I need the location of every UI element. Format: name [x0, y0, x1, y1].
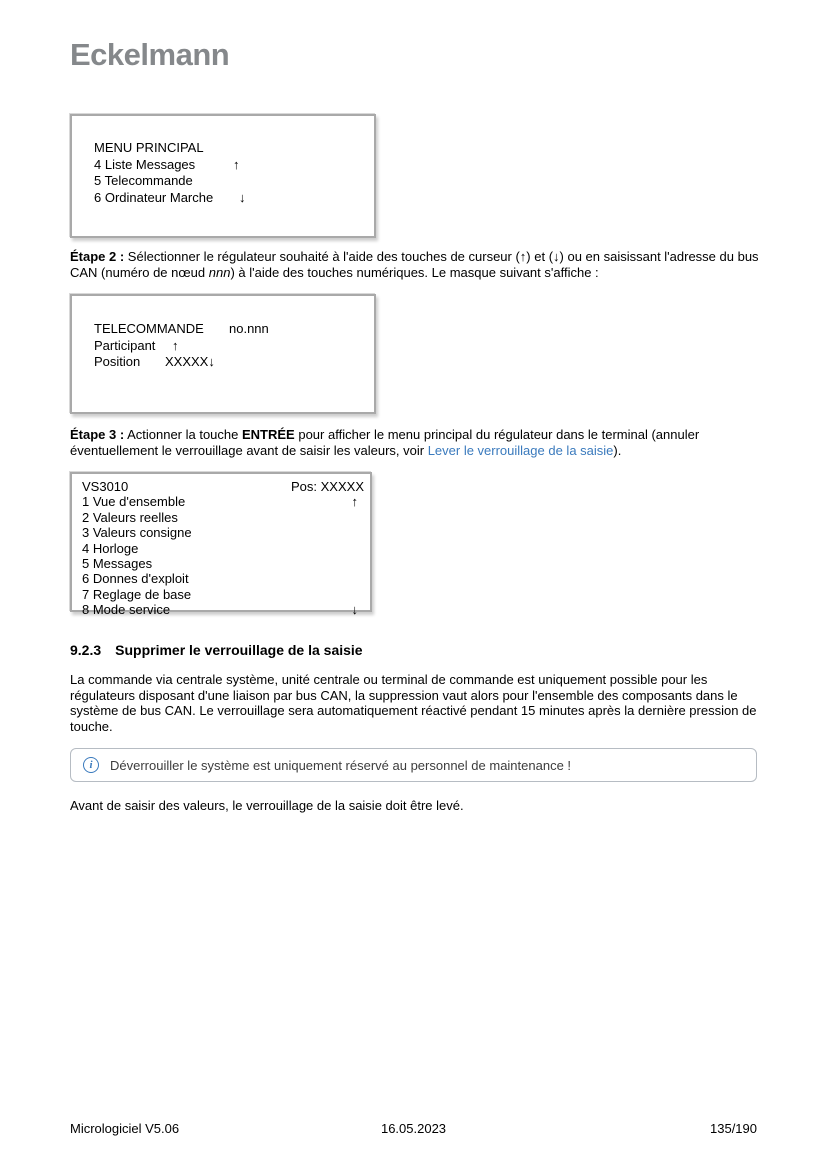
arrow-up-icon: ↑ — [172, 337, 179, 353]
arrow-down-icon: ↓ — [351, 602, 358, 618]
screen-line — [94, 338, 374, 355]
screen-line — [82, 571, 370, 586]
screen-line — [94, 173, 374, 190]
screen-line-text: TELECOMMANDE — [94, 321, 204, 336]
screen-line-text: 7 Reglage de base — [82, 586, 192, 602]
etape2-text-1: Sélectionner le régulateur souhaité à l'aide des touches de curseur (↑) et (↓) ou en saisissant l'adresse du bus CAN (numéro de nœud — [70, 249, 759, 280]
etape2-label: Étape 2 : — [70, 249, 125, 264]
info-note — [70, 748, 757, 782]
screen-line — [82, 541, 370, 556]
screen-line — [94, 140, 374, 157]
screen-line — [94, 157, 374, 174]
screen-line-text: 4 Horloge — [82, 540, 139, 556]
page-footer — [70, 1121, 757, 1137]
section-title: Supprimer le verrouillage de la saisie — [115, 642, 363, 658]
arrow-up-icon: ↑ — [351, 494, 358, 510]
paragraph-etape2 — [70, 249, 760, 280]
arrow-up-icon: ↑ — [233, 156, 240, 172]
etape3-label: Étape 3 : — [70, 427, 125, 442]
etape3-text-3: ). — [613, 442, 622, 458]
etape3-text-1: Actionner la touche — [124, 427, 242, 442]
screen-line-text: 8 Mode service — [82, 602, 171, 618]
screen-line — [82, 479, 370, 494]
etape3-text-2: pour afficher le menu principal du régulateur dans le terminal (annuler éventuellement le verrouillage avant de saisir les valeurs, voir — [70, 427, 700, 458]
screen-line-text: 6 Ordinateur Marche — [94, 189, 214, 205]
paragraph-section-body: La commande via centrale système, unité centrale ou terminal de commande est uniquement possible pour les régulateurs disposant d'une liaison par bus CAN, la suppression vaut alors pour l'ensemble des composants dans le système de bus CAN. Le verrouillage sera automatiquement réactivé pendant 15 minutes après la dernière pression de touche. — [70, 672, 757, 734]
screen-line — [82, 494, 370, 509]
link-lever-verrouillage[interactable]: Lever le verrouillage de la saisie — [427, 442, 614, 458]
screen-line-text: VS3010 — [82, 479, 129, 494]
etape2-node-placeholder: nnn — [208, 264, 231, 280]
screen-line — [94, 190, 374, 207]
screen-line-text: MENU PRINCIPAL — [94, 140, 204, 155]
screen-line — [82, 556, 370, 571]
screen-line — [82, 587, 370, 602]
screen-line-text: Participant — [94, 337, 156, 353]
lcd-screen-main-menu — [70, 114, 376, 238]
screen-line-text: Position — [94, 354, 141, 369]
footer-page-number: 135/190 — [710, 1121, 757, 1136]
paragraph-etape3 — [70, 427, 760, 458]
screen-line-text: 3 Valeurs consigne — [82, 525, 192, 541]
screen-line — [82, 602, 370, 617]
info-note-text: Déverrouiller le système est uniquement réservé au personnel de maintenance ! — [110, 757, 572, 773]
info-icon: i — [83, 757, 99, 773]
lcd-screen-vs3010 — [70, 472, 372, 618]
footer-date: 16.05.2023 — [380, 1121, 447, 1136]
section-number: 9.2.3 — [70, 642, 102, 658]
etape2-text-2: ) à l'aide des touches numériques. Le masque suivant s'affiche : — [230, 264, 599, 280]
screen-line-text: 2 Valeurs reelles — [82, 509, 178, 525]
screen-line-text: 5 Messages — [82, 556, 153, 572]
section-heading — [70, 642, 757, 658]
screen-line-text: 1 Vue d'ensemble — [82, 494, 186, 510]
screen-line-text: 4 Liste Messages — [94, 156, 196, 172]
lcd-screen-telecommande — [70, 294, 376, 414]
position-value-placeholder: XXXXX↓ — [165, 354, 215, 369]
etape3-key-entree: ENTRÉE — [242, 427, 295, 442]
screen-line — [82, 510, 370, 525]
node-number-placeholder: no.nnn — [229, 321, 269, 336]
screen-line — [94, 321, 374, 338]
screen-line — [82, 525, 370, 540]
paragraph-after-note: Avant de saisir des valeurs, le verrouillage de la saisie doit être levé. — [70, 798, 464, 813]
screen-line-text: 5 Telecommande — [94, 173, 193, 188]
screen-line — [94, 354, 374, 371]
eckelmann-logo: Eckelmann — [70, 37, 230, 72]
footer-firmware-version: Micrologiciel V5.06 — [70, 1121, 180, 1136]
screen-line-text: 6 Donnes d'exploit — [82, 571, 189, 587]
arrow-down-icon: ↓ — [239, 189, 246, 205]
position-label: Pos: XXXXX — [291, 479, 364, 494]
